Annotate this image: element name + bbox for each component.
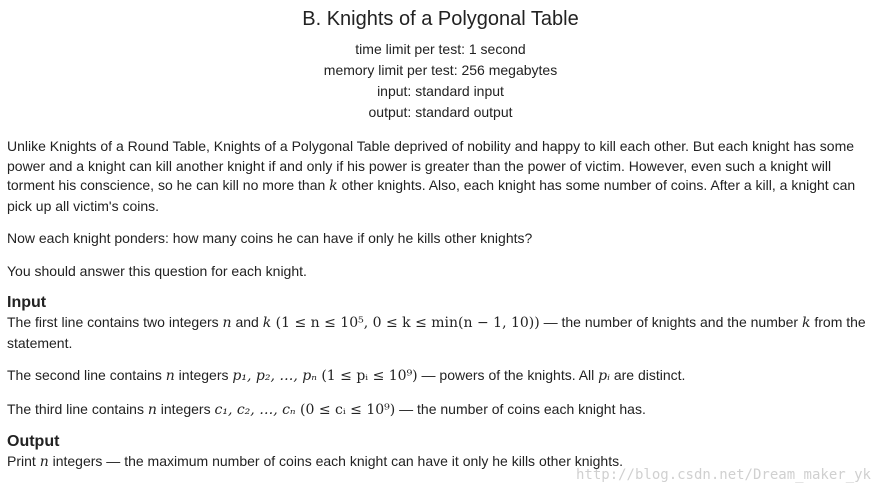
input-text: The second line contains [7, 367, 166, 383]
math-constraint: (1 ≤ pᵢ ≤ 10⁹) [316, 368, 418, 384]
input-section [7, 293, 874, 420]
output-heading: Output [7, 433, 60, 450]
math-constraint: (1 ≤ n ≤ 10⁵, 0 ≤ k ≤ min(n − 1, 10)) [271, 315, 540, 331]
statement-paragraph-1 [7, 137, 874, 216]
math-k: k [801, 315, 811, 331]
input-text: integers [174, 367, 233, 383]
math-coin-list: c₁, c₂, …, cₙ [214, 401, 296, 418]
statement-paragraph-2: Now each knight ponders: how many coins he can have if only he kills other knights? [7, 230, 533, 246]
math-k: k [329, 178, 338, 194]
input-heading: Input [7, 294, 47, 311]
math-k: k [262, 315, 272, 331]
statement-paragraph-3: You should answer this question for each knight. [7, 262, 307, 279]
input-text: The first line contains two integers [7, 314, 223, 330]
problem-header [7, 6, 874, 123]
input-line-2 [7, 366, 874, 387]
input-text: are distinct. [609, 367, 686, 383]
statement-text: Unlike Knights of a Round Table, Knights of a Polygonal Table deprived of nobility and happy to kill each other. But each knight has some power and a knight can kill another knight if and only if his power is greater than the power of victim. However, even such a knight will torment his conscience, so he can kill no more than [7, 138, 855, 193]
problem-statement [7, 137, 874, 281]
input-text: and [231, 314, 263, 330]
statement-text: other knights. Also, each knight has some number of coins. After a kill, a knight can pick up all victim's coins. [7, 177, 856, 214]
input-text: integers [156, 400, 215, 417]
math-n: n [222, 315, 232, 331]
input-text: — the number of coins each knight has. [395, 400, 646, 417]
time-limit: time limit per test: 1 second [355, 41, 526, 57]
math-n: n [39, 454, 49, 470]
output-spec: output: standard output [368, 104, 513, 120]
input-text: The third line contains [7, 400, 148, 417]
output-line-1 [7, 452, 874, 473]
input-text: — the number of knights and the number [539, 314, 802, 330]
math-power-list: p₁, p₂, …, pₙ [232, 368, 317, 384]
problem-title: B. Knights of a Polygonal Table [302, 8, 579, 30]
output-text: Print [7, 453, 40, 469]
output-section [7, 432, 874, 473]
blog-watermark: http://blog.csdn.net/Dream_maker_yk [575, 467, 871, 483]
output-text: integers — the maximum number of coins each knight can have it only he kills other knights. [48, 453, 623, 469]
math-constraint: (0 ≤ cᵢ ≤ 10⁹) [295, 401, 396, 418]
input-spec: input: standard input [377, 83, 504, 99]
input-text: — powers of the knights. All [417, 367, 599, 383]
math-n: n [147, 401, 157, 418]
input-line-1 [7, 313, 874, 353]
math-n: n [165, 368, 175, 384]
memory-limit: memory limit per test: 256 megabytes [323, 62, 558, 78]
math-pi: pᵢ [598, 368, 610, 384]
input-text: from the statement. [7, 314, 866, 351]
input-line-3 [7, 400, 874, 421]
